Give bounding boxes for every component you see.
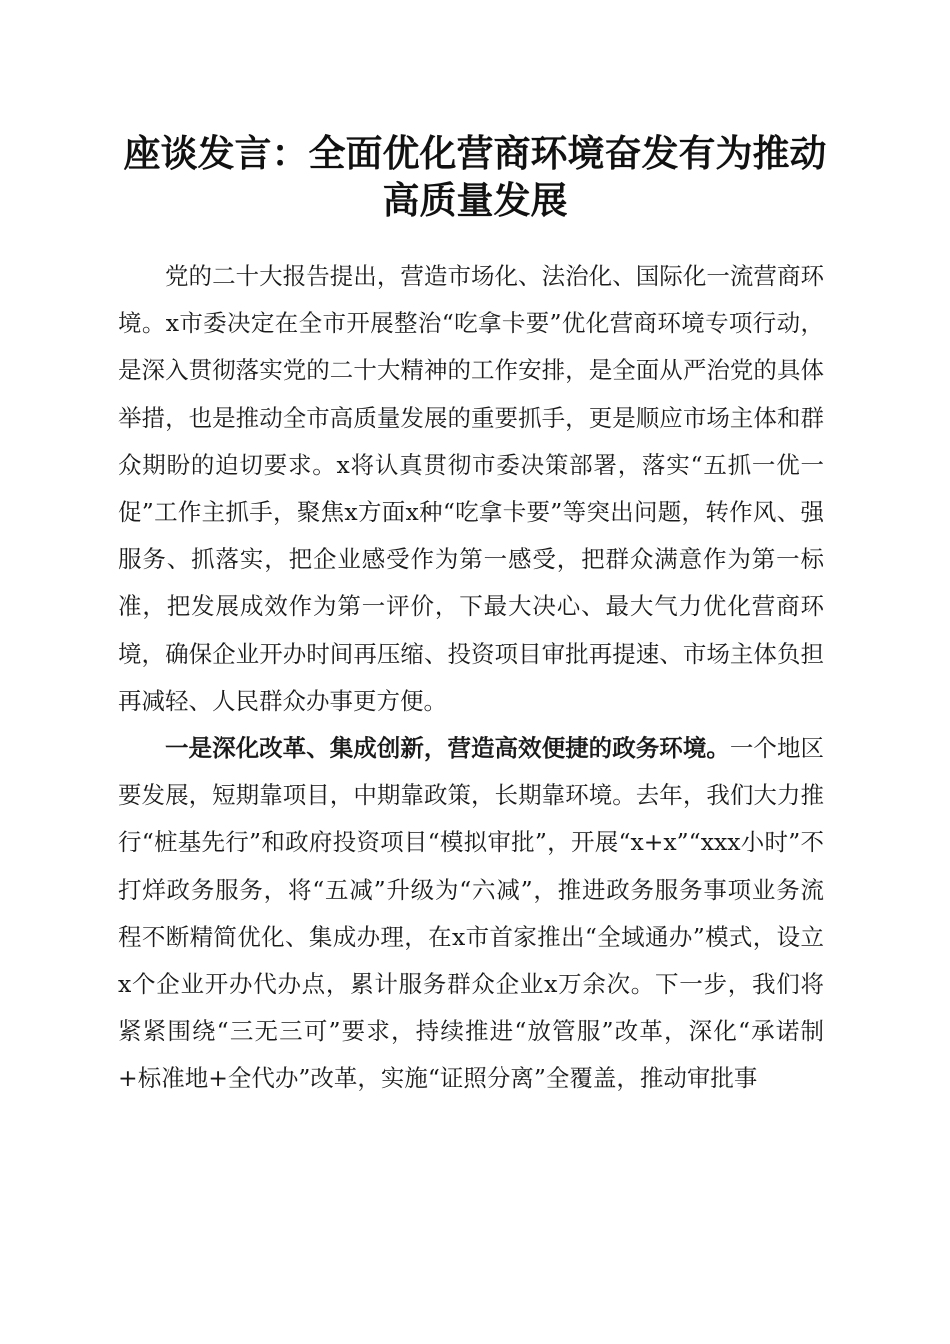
document-title: 座谈发言：全面优化营商环境奋发有为推动高质量发展 <box>123 131 827 222</box>
paragraph-point-one <box>118 725 824 1103</box>
paragraph-intro-text: 党的二十大报告提出，营造市场化、法治化、国际化一流营商环境。x市委决定在全市开展整治“吃拿卡要”优化营商环境专项行动，是深入贯彻落实党的二十大精神的工作安排，是全面从严治党的具体举措，也是推动全市高质量发展的重要抓手，更是顺应市场主体和群众期盼的迫切要求。x将认真贯彻市委决策部署，落实“五抓一优一促”工作主抓手，聚焦x方面x种“吃拿卡要”等突出问题，转作风、强服务、抓落实，把企业感受作为第一感受，把群众满意作为第一标准，把发展成效作为第一评价，下最大决心、最大气力优化营商环境，确保企业开办时间再压缩、投资项目审批再提速、市场主体负担再减轻、人民群众办事更方便。 <box>118 262 824 715</box>
paragraph-intro <box>118 253 824 725</box>
paragraph-point-one-text: 一个地区要发展，短期靠项目，中期靠政策，长期靠环境。去年，我们大力推行“桩基先行”和政府投资项目“模拟审批”，开展“x+x”“xxx小时”不打烊政务服务，将“五减”升级为“六减”，推进政务服务事项业务流程不断精简优化、集成办理，在x市首家推出“全域通办”模式，设立x个企业开办代办点，累计服务群众企业x万余次。下一步，我们将紧紧围绕“三无三可”要求，持续推进“放管服”改革，深化“承诺制+标准地+全代办”改革，实施“证照分离”全覆盖，推动审批事 <box>118 734 825 1093</box>
document-body <box>118 253 824 1103</box>
paragraph-point-one-heading: 一是深化改革、集成创新，营造高效便捷的政务环境。 <box>165 734 730 763</box>
